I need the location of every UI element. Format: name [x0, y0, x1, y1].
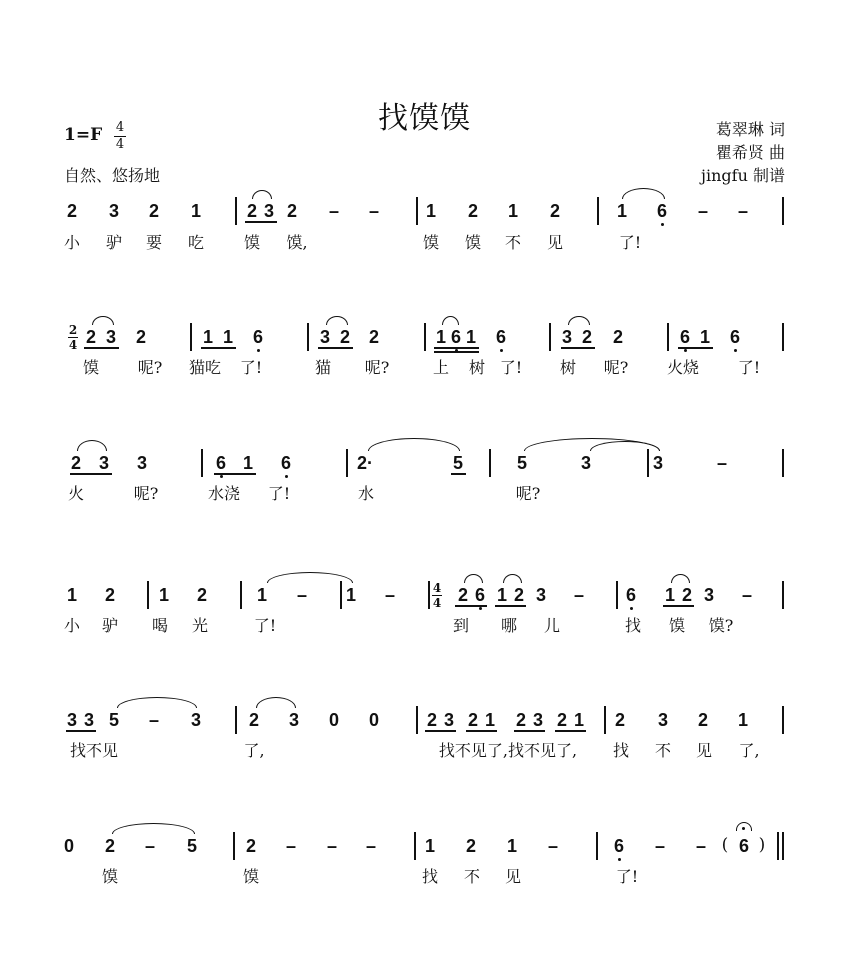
slur — [568, 316, 590, 325]
slur — [326, 316, 348, 325]
beam-underline — [434, 351, 479, 353]
beam-underline — [466, 730, 497, 732]
note-6: 6 — [626, 586, 636, 604]
note-1: 1 — [158, 585, 170, 605]
time-signature-change — [68, 324, 78, 351]
slur — [267, 572, 353, 583]
note-2: 2 — [66, 201, 78, 221]
note-5: 5 — [452, 453, 464, 473]
lyric-text: 了, — [738, 741, 760, 760]
note-2: 2 — [612, 327, 624, 347]
note-dash: – — [296, 585, 308, 605]
barline — [428, 581, 430, 609]
note-1: 1 — [66, 585, 78, 605]
slur — [117, 697, 197, 708]
note-3: 3 — [535, 585, 547, 605]
beam-underline — [495, 605, 526, 607]
lyric-text: 驴 — [101, 616, 119, 635]
beam-underline — [678, 347, 713, 349]
note-2: 2 — [196, 585, 208, 605]
note-dash: – — [737, 201, 749, 221]
slur — [622, 188, 665, 199]
barline — [414, 832, 416, 860]
note-3: 3 — [190, 710, 202, 730]
note-1: 1 — [664, 585, 676, 605]
lyric-text: 火 — [67, 484, 85, 503]
slur — [112, 823, 195, 834]
beam-underline — [318, 347, 353, 349]
lyric-text: 找 — [421, 867, 439, 886]
note-dash: – — [547, 836, 559, 856]
key-signature: 1=F — [64, 125, 103, 145]
page-title: 找馍馍 — [378, 101, 471, 136]
note-3: 3 — [105, 327, 117, 347]
lyric-text: 小 — [63, 616, 81, 635]
lyric-text: 水 — [357, 484, 375, 503]
note-2: 2 — [246, 201, 258, 221]
note-2: 2 — [614, 710, 626, 730]
beam-underline — [84, 347, 119, 349]
beam-underline — [561, 347, 595, 349]
barline — [190, 323, 192, 351]
low-octave-dot — [617, 858, 620, 861]
note-1: 1 — [435, 327, 447, 347]
note-1: 1 — [202, 327, 214, 347]
lyric-text: 呢? — [137, 358, 163, 377]
low-octave-dot — [478, 607, 481, 610]
lyric-text: 上 — [432, 358, 450, 377]
lyric-text: 不 — [654, 741, 672, 760]
note-5: 5 — [186, 836, 198, 856]
lyric-text: 呢? — [515, 484, 541, 503]
lyric-text: 小 — [63, 233, 81, 252]
note-2: 2 — [245, 836, 257, 856]
time-signature-bottom: 4 — [115, 137, 125, 152]
tsig-bottom: 4 — [68, 338, 78, 352]
note-2: 2 — [681, 585, 693, 605]
slur — [671, 574, 690, 583]
note-0: 0 — [63, 836, 75, 856]
note-1: 1 — [424, 836, 436, 856]
note-2: 2 — [286, 201, 298, 221]
lyric-text: 了! — [737, 358, 761, 377]
slur — [256, 697, 296, 708]
barline — [307, 323, 309, 351]
time-signature — [114, 121, 126, 152]
note-2: 2 — [549, 201, 561, 221]
barline — [782, 197, 784, 225]
note-6: 6 — [281, 454, 291, 472]
barline — [596, 832, 598, 860]
lyric-text: 了! — [253, 616, 277, 635]
paren-open: ( — [721, 835, 729, 855]
barline — [340, 581, 342, 609]
barline — [233, 832, 235, 860]
lyric-text: 见 — [504, 867, 522, 886]
lyric-text: 馍? — [708, 616, 734, 635]
lyric-text: 见 — [546, 233, 564, 252]
note-1: 1 — [425, 201, 437, 221]
low-octave-dot — [219, 475, 222, 478]
note-3: 3 — [83, 710, 95, 730]
note-0: 0 — [368, 710, 380, 730]
note-dash: – — [741, 585, 753, 605]
note-6: 6 — [451, 328, 461, 346]
note-6: 6 — [680, 328, 690, 346]
time-signature-top: 4 — [115, 120, 125, 135]
note-3: 3 — [652, 453, 664, 473]
beam-underline — [514, 730, 545, 732]
lyric-text: 不 — [463, 867, 481, 886]
note-1: 1 — [345, 585, 357, 605]
lyric-text: 要 — [145, 233, 163, 252]
beam-underline — [451, 473, 466, 475]
note-1: 1 — [616, 201, 628, 221]
note-2: 2 — [465, 836, 477, 856]
tsig-top: 2 — [68, 323, 78, 337]
note-5: 5 — [108, 710, 120, 730]
note-2: 2 — [467, 710, 479, 730]
lyric-text: 了, — [243, 741, 265, 760]
barline — [782, 323, 784, 351]
lyric-text: 火烧 — [666, 358, 700, 377]
note-3: 3 — [580, 453, 592, 473]
note-0: 0 — [328, 710, 340, 730]
note-1: 1 — [699, 327, 711, 347]
barline — [489, 449, 491, 477]
note-dash: – — [654, 836, 666, 856]
barline — [346, 449, 348, 477]
note-2: 2 — [135, 327, 147, 347]
credits — [701, 118, 785, 187]
slur — [92, 316, 114, 325]
lyric-text: 吃 — [187, 233, 205, 252]
note-3: 3 — [136, 453, 148, 473]
lyric-text: 不 — [504, 233, 522, 252]
beam-underline — [663, 605, 694, 607]
note-2: 2 — [85, 327, 97, 347]
note-6: 6 — [730, 328, 740, 346]
beam-underline — [425, 730, 456, 732]
barline — [240, 581, 242, 609]
beam-underline — [70, 473, 112, 475]
note-2: 2 — [697, 710, 709, 730]
lyric-text: 馍 — [101, 867, 119, 886]
note-dash: – — [148, 710, 160, 730]
note-dash: – — [716, 453, 728, 473]
composer-credit: 瞿希贤 曲 — [715, 143, 785, 162]
barline — [147, 581, 149, 609]
lyric-text: 呢? — [603, 358, 629, 377]
note-1: 1 — [737, 710, 749, 730]
slur — [252, 190, 272, 199]
note-dash: – — [365, 836, 377, 856]
note-6: 6 — [496, 328, 506, 346]
time-signature-change — [432, 582, 442, 609]
tsig-top: 4 — [432, 581, 442, 595]
low-octave-dot — [660, 223, 663, 226]
note-2: 2 — [104, 585, 116, 605]
beam-underline — [214, 473, 256, 475]
barline — [424, 323, 426, 351]
lyric-text: 喝 — [151, 616, 169, 635]
tsig-bottom: 4 — [432, 596, 442, 610]
note-3: 3 — [561, 327, 573, 347]
barline — [782, 581, 784, 609]
note-2: 2 — [457, 585, 469, 605]
note-dash: – — [697, 201, 709, 221]
lyric-text: 找 — [612, 741, 630, 760]
lyric-text: 树 — [559, 358, 577, 377]
low-octave-dot — [284, 475, 287, 478]
note-6: 6 — [738, 836, 750, 856]
low-octave-dot — [733, 349, 736, 352]
note-3: 3 — [288, 710, 300, 730]
lyric-text: 到 — [452, 616, 470, 635]
barline — [235, 706, 237, 734]
note-3: 3 — [263, 201, 275, 221]
tempo-marking: 自然、悠扬地 — [64, 166, 161, 185]
barline — [597, 197, 599, 225]
note-dash: – — [285, 836, 297, 856]
note-6: 6 — [657, 202, 667, 220]
note-2: 2 — [248, 710, 260, 730]
lyric-text: 找 — [624, 616, 642, 635]
lyric-text: 了! — [615, 867, 639, 886]
note-1: 1 — [506, 836, 518, 856]
low-octave-dot — [499, 349, 502, 352]
note-dash: – — [326, 836, 338, 856]
note-2: 2 — [467, 201, 479, 221]
note-2: 2 — [339, 327, 351, 347]
note-6: 6 — [614, 837, 624, 855]
lyricist-credit: 葛翠琳 词 — [715, 120, 785, 139]
beam-underline — [66, 730, 96, 732]
beam-underline — [455, 605, 487, 607]
beam-underline — [245, 221, 277, 223]
lyric-text: 馍 — [82, 358, 100, 377]
slur — [442, 316, 459, 325]
barline — [235, 197, 237, 225]
note-3: 3 — [108, 201, 120, 221]
lyric-text: 猫吃 — [188, 358, 222, 377]
note-6: 6 — [253, 328, 263, 346]
note-6: 6 — [216, 454, 226, 472]
note-3: 3 — [319, 327, 331, 347]
note-1: 1 — [484, 710, 496, 730]
barline — [647, 449, 649, 477]
barline — [782, 706, 784, 734]
barline — [782, 449, 784, 477]
lyric-text: 见 — [695, 741, 713, 760]
note-1: 1 — [573, 710, 585, 730]
note-1: 1 — [465, 327, 477, 347]
lyric-text: 呢? — [364, 358, 390, 377]
note-2: 2 — [556, 710, 568, 730]
lyric-text: 树 — [468, 358, 486, 377]
note-2: 2 — [513, 585, 525, 605]
note-dash: – — [573, 585, 585, 605]
lyric-text: 呢? — [133, 484, 159, 503]
note-dash: – — [144, 836, 156, 856]
beam-underline — [555, 730, 586, 732]
low-octave-dot — [683, 349, 686, 352]
note-2: 2 — [368, 327, 380, 347]
note-dash: – — [368, 201, 380, 221]
note-dash: – — [384, 585, 396, 605]
lyric-text: 了! — [239, 358, 263, 377]
lyric-text: 馍, — [286, 233, 308, 252]
note-3: 3 — [443, 710, 455, 730]
lyric-text: 找不见 — [69, 741, 119, 760]
lyric-text: 馍 — [243, 233, 261, 252]
lyric-text: 水浇 — [207, 484, 241, 503]
note-3: 3 — [98, 453, 110, 473]
beam-underline — [201, 347, 236, 349]
note-1: 1 — [222, 327, 234, 347]
barline — [604, 706, 606, 734]
lyric-text: 猫 — [314, 358, 332, 377]
note-3: 3 — [703, 585, 715, 605]
note-6: 6 — [475, 586, 485, 604]
note-2: 2 — [581, 327, 593, 347]
note-dash: – — [328, 201, 340, 221]
note-3: 3 — [66, 710, 78, 730]
barline — [416, 706, 418, 734]
note-3: 3 — [657, 710, 669, 730]
lyric-text: 驴 — [105, 233, 123, 252]
fermata-icon — [736, 822, 752, 831]
note-2: 2 — [148, 201, 160, 221]
lyric-text: 了! — [267, 484, 291, 503]
note-dash: – — [695, 836, 707, 856]
slur — [464, 574, 483, 583]
slur — [503, 574, 522, 583]
barline — [777, 832, 779, 860]
lyric-text: 光 — [191, 616, 209, 635]
lyric-text: 找不见了,找不见了, — [438, 741, 578, 760]
low-octave-dot — [256, 349, 259, 352]
lyric-text: 馍 — [422, 233, 440, 252]
note-2: 2 — [104, 836, 116, 856]
note-2: 2 — [515, 710, 527, 730]
note-2: 2 — [426, 710, 438, 730]
barline — [782, 832, 784, 860]
note-5: 5 — [516, 453, 528, 473]
note-1: 1 — [496, 585, 508, 605]
barline — [416, 197, 418, 225]
barline — [616, 581, 618, 609]
slur — [368, 438, 460, 451]
low-octave-dot — [629, 607, 632, 610]
note-1: 1 — [190, 201, 202, 221]
slur — [77, 440, 107, 451]
note-2·: 2· — [356, 453, 374, 473]
note-2: 2 — [70, 453, 82, 473]
note-1: 1 — [507, 201, 519, 221]
note-3: 3 — [532, 710, 544, 730]
note-1: 1 — [256, 585, 268, 605]
barline — [201, 449, 203, 477]
lyric-text: 馍 — [242, 867, 260, 886]
paren-close: ) — [758, 835, 766, 855]
lyric-text: 馍 — [464, 233, 482, 252]
note-1: 1 — [242, 453, 254, 473]
barline — [667, 323, 669, 351]
lyric-text: 了! — [618, 233, 642, 252]
lyric-text: 哪 — [500, 616, 518, 635]
beam-underline — [434, 347, 479, 349]
lyric-text: 儿 — [543, 616, 561, 635]
lyric-text: 馍 — [668, 616, 686, 635]
barline — [549, 323, 551, 351]
lyric-text: 了! — [499, 358, 523, 377]
arranger-credit: jingfu 制谱 — [701, 166, 785, 185]
